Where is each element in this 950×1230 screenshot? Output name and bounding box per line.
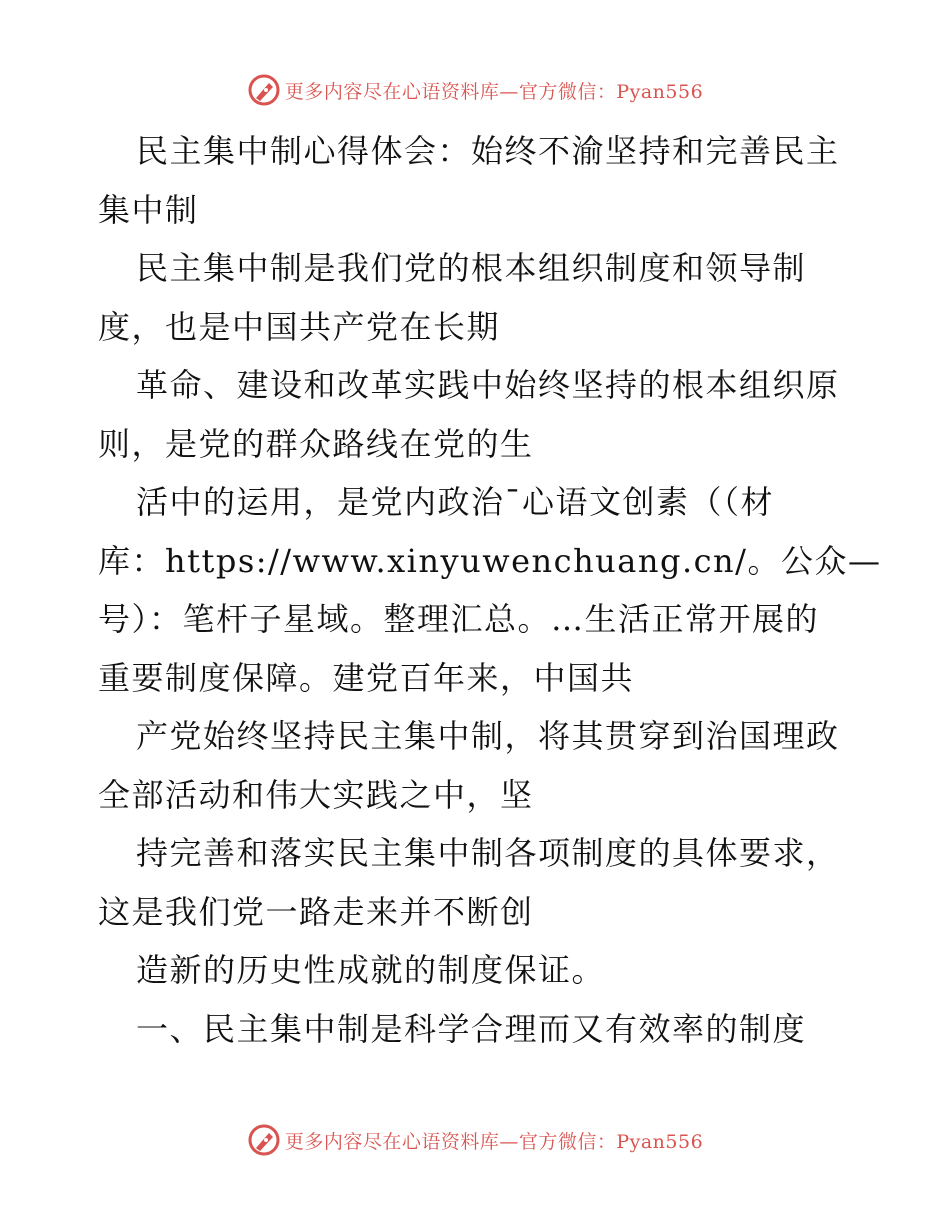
text-line: 革命、建设和改革实践中始终坚持的根本组织原 bbox=[136, 366, 840, 404]
footer-banner-text: 更多内容尽在心语资料库—官方微信：Pyan556 bbox=[284, 1130, 704, 1153]
text-line: 这是我们党一路走来并不断创 bbox=[98, 892, 534, 931]
text-line: 一、民主集中制是科学合理而又有效率的制度 bbox=[136, 1009, 807, 1048]
text-line: 活中的运用，是党内政治¯心语文创素（（材 bbox=[136, 483, 775, 521]
text-line: 全部活动和伟大实践之中，坚 bbox=[98, 775, 534, 814]
text-line: 度，也是中国共产党在长期 bbox=[98, 307, 501, 346]
pen-nib-logo-icon bbox=[247, 1123, 281, 1157]
footer-banner bbox=[0, 1120, 950, 1160]
header-banner bbox=[0, 70, 950, 110]
text-line: 则，是党的群众路线在党的生 bbox=[98, 424, 534, 463]
text-line: 重要制度保障。建党百年来，中国共 bbox=[98, 658, 635, 697]
document-body bbox=[98, 122, 882, 1058]
text-line: 库：https://www.xinyuwenchuang.cn/。公众— bbox=[98, 541, 882, 580]
text-line: 集中制 bbox=[98, 190, 199, 229]
text-line: 民主集中制心得体会：始终不渝坚持和完善民主 bbox=[136, 132, 840, 170]
text-line: 民主集中制是我们党的根本组织制度和领导制 bbox=[136, 249, 807, 287]
text-line: 造新的历史性成就的制度保证。 bbox=[136, 951, 606, 989]
text-line: 持完善和落实民主集中制各项制度的具体要求， bbox=[136, 834, 840, 872]
text-line: 号）：笔杆子星域。整理汇总。…生活正常开展的 bbox=[98, 600, 820, 638]
pen-nib-logo-icon bbox=[247, 73, 281, 107]
text-line: 产党始终坚持民主集中制，将其贯穿到治国理政 bbox=[136, 717, 840, 755]
header-banner-text: 更多内容尽在心语资料库—官方微信：Pyan556 bbox=[284, 80, 704, 103]
